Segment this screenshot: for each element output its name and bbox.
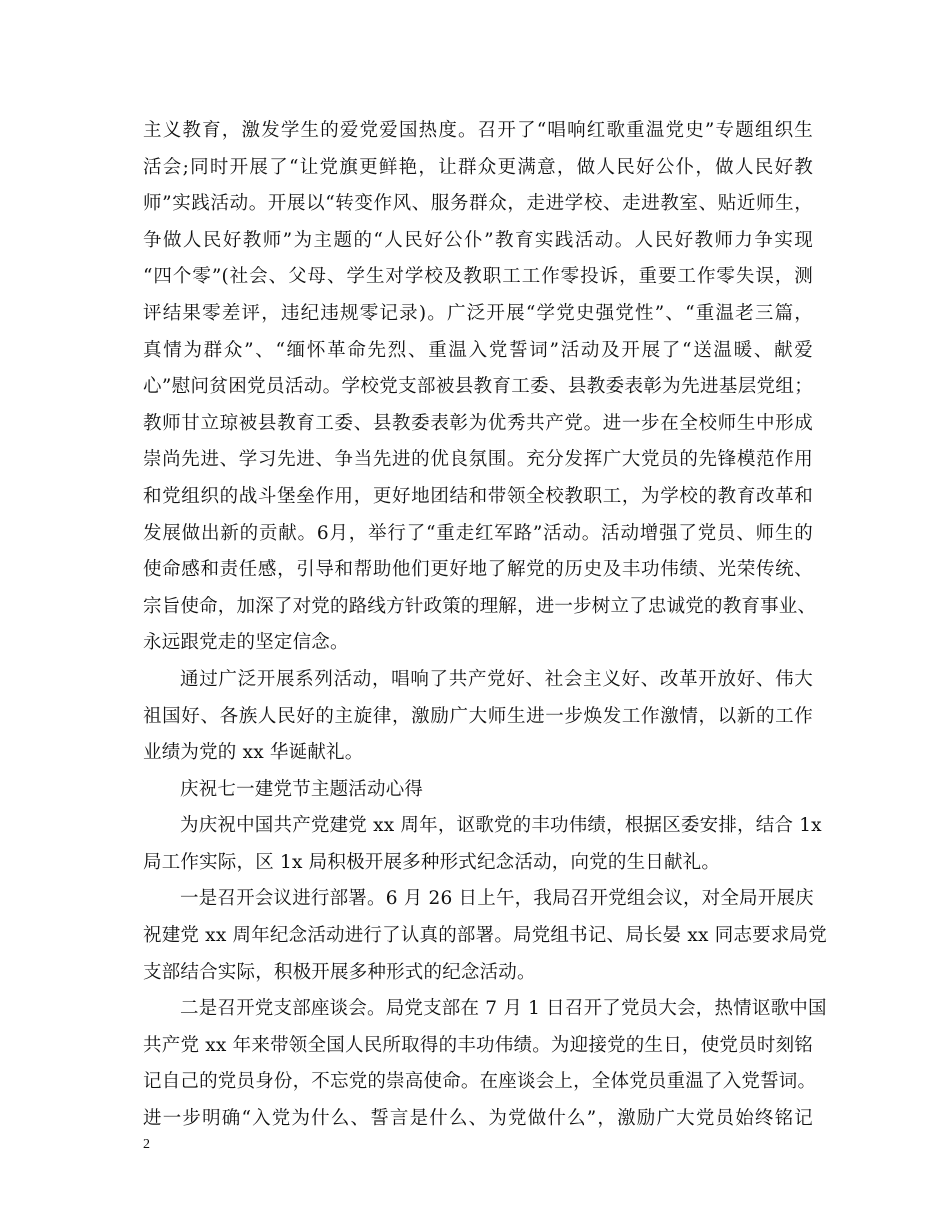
text-line: 通过广泛开展系列活动，唱响了共产党好、社会主义好、改革开放好、伟大 xyxy=(180,668,813,690)
text-line: 崇尚先进、学习先进、争当先进的优良氛围。充分发挥广大党员的先锋模范作用 xyxy=(143,449,813,471)
text-line: 祖国好、各族人民好的主旋律，激励广大师生进一步焕发工作激情，以新的工作 xyxy=(143,705,813,727)
text-line: 记自己的党员身份，不忘党的崇高使命。在座谈会上，全体党员重温了入党誓词。 xyxy=(143,1071,817,1093)
document-body xyxy=(143,113,827,1138)
text-line: 二是召开党支部座谈会。局党支部在 7 月 1 日召开了党员大会，热情讴歌中国 xyxy=(180,998,827,1020)
text-line: 祝建党 xx 周年纪念活动进行了认真的部署。局党组书记、局长晏 xx 同志要求局党 xyxy=(143,925,827,947)
text-line: 庆祝七一建党节主题活动心得 xyxy=(180,778,424,800)
text-line: 使命感和责任感，引导和帮助他们更好地了解党的历史及丰功伟绩、光荣传统、 xyxy=(143,559,813,581)
text-line: 一是召开会议进行部署。6 月 26 日上午，我局召开党组会议，对全局开展庆 xyxy=(180,888,814,910)
text-line: 心”慰问贫困党员活动。学校党支部被县教育工委、县教委表彰为先进基层党组； xyxy=(143,376,813,398)
text-line: 教师甘立琼被县教育工委、县教委表彰为优秀共产党。进一步在全校师生中形成 xyxy=(143,412,813,434)
text-line: 发展做出新的贡献。6月，举行了“重走红军路”活动。活动增强了党员、师生的 xyxy=(143,522,813,544)
text-line: 共产党 xx 年来带领全国人民所取得的丰功伟绩。为迎接党的生日，使党员时刻铭 xyxy=(143,1034,813,1056)
text-line: 活会;同时开展了“让党旗更鲜艳，让群众更满意，做人民好公仆，做人民好教 xyxy=(143,156,813,178)
text-line: 业绩为党的 xx 华诞献礼。 xyxy=(143,742,364,764)
text-line: 争做人民好教师”为主题的“人民好公仆”教育实践活动。人民好教师力争实现 xyxy=(143,229,813,251)
text-line: 局工作实际，区 1x 局积极开展多种形式纪念活动，向党的生日献礼。 xyxy=(143,851,721,873)
text-line: 师”实践活动。开展以“转变作风、服务群众，走进学校、走进教室、贴近师生， xyxy=(143,193,813,215)
text-line: 和党组织的战斗堡垒作用，更好地团结和带领全校教职工，为学校的教育改革和 xyxy=(143,485,813,507)
page-number: 2 xyxy=(143,1137,150,1152)
text-line: 评结果零差评，违纪违规零记录)。广泛开展“学党史强党性”、“重温老三篇， xyxy=(143,302,813,324)
text-line: “四个零”(社会、父母、学生对学校及教职工工作零投诉，重要工作零失误，测 xyxy=(143,266,813,288)
text-line: 为庆祝中国共产党建党 xx 周年，讴歌党的丰功伟绩，根据区委安排，结合 1x xyxy=(180,815,822,837)
text-line: 主义教育，激发学生的爱党爱国热度。召开了“唱响红歌重温党史”专题组织生 xyxy=(143,120,813,141)
text-line: 永远跟党走的坚定信念。 xyxy=(143,632,349,654)
text-line: 宗旨使命，加深了对党的路线方针政策的理解，进一步树立了忠诚党的教育事业、 xyxy=(143,595,817,617)
text-line: 真情为群众”、“缅怀革命先烈、重温入党誓词”活动及开展了“送温暖、献爱 xyxy=(143,339,813,361)
text-line: 支部结合实际，积极开展多种形式的纪念活动。 xyxy=(143,961,536,983)
text-line: 进一步明确“入党为什么、誓言是什么、为党做什么”，激励广大党员始终铭记 xyxy=(143,1108,813,1130)
